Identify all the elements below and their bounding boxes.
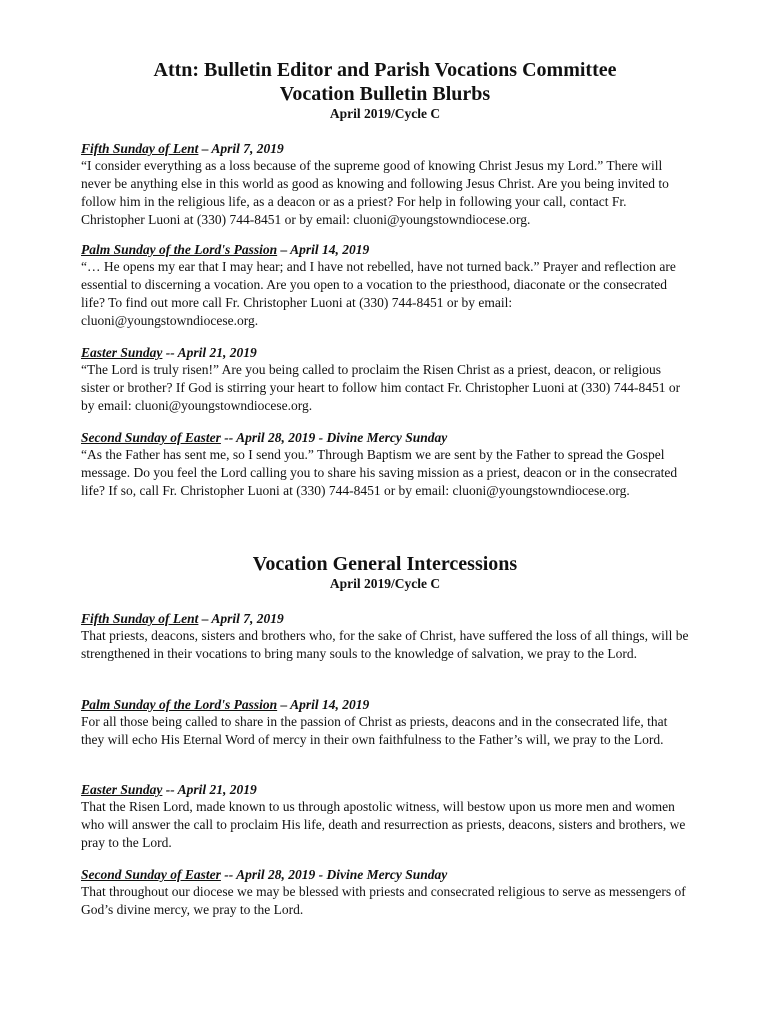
entry-text: “I consider everything as a loss because of the supreme good of knowing Christ Jesus my Lord.” There will never be anything else in this world as good as knowing and following Jesus Christ. Are you being invited to follow him in the religious life, as a deacon or as a priest? For help in following your call, contact Fr. Christopher Luoni at (330) 744-8451 or by email: cluoni@youngstowndiocese.org. [81, 158, 669, 227]
entry-date: – April 7, 2019 [198, 141, 284, 156]
entry-date: -- April 28, 2019 - Divine Mercy Sunday [220, 867, 448, 882]
entry-day: Second Sunday of Easter [81, 867, 221, 882]
intercessions-heading: Vocation General Intercessions [252, 553, 518, 575]
entry-heading [81, 696, 691, 713]
entry-date: -- April 28, 2019 - Divine Mercy Sunday [220, 430, 448, 445]
blurbs-heading: Vocation Bulletin Blurbs [279, 83, 491, 105]
blurb-entry [81, 429, 691, 500]
entry-heading [81, 140, 691, 157]
entry-day: Fifth Sunday of Lent [81, 611, 199, 626]
blurb-entry [81, 241, 691, 330]
entry-day: Fifth Sunday of Lent [81, 141, 199, 156]
entry-text: For all those being called to share in the passion of Christ as priests, deacons and in the consecrated life, that they will echo His Eternal Word of mercy in their own faithfulness to the Father’s will, we pray to the Lord. [81, 714, 668, 747]
intercession-entry [81, 781, 691, 852]
intercession-entry [81, 610, 691, 663]
entry-heading [81, 781, 691, 798]
blurb-entry [81, 344, 691, 415]
entry-day: Easter Sunday [81, 782, 163, 797]
blurbs-cycle: April 2019/Cycle C [329, 106, 441, 121]
intercessions-cycle: April 2019/Cycle C [329, 576, 441, 591]
entry-day: Easter Sunday [81, 345, 163, 360]
blurb-entry [81, 140, 691, 229]
entry-day: Palm Sunday of the Lord's Passion [81, 242, 278, 257]
entry-text: “… He opens my ear that I may hear; and I have not rebelled, have not turned back.” Prayer and reflection are essential to discerning a vocation. Are you open to a vocation to the priesthood, diaconate or the consecrated life? To find out more call Fr. Christopher Luoni at (330) 744-8451 or by email: cluoni@youngstowndiocese.org. [81, 259, 676, 328]
entry-heading [81, 610, 691, 627]
entry-date: – April 14, 2019 [277, 242, 370, 257]
entry-text: That throughout our diocese we may be blessed with priests and consecrated religious to serve as messengers of God’s divine mercy, we pray to the Lord. [81, 884, 686, 917]
entry-date: – April 14, 2019 [277, 697, 370, 712]
entry-heading [81, 429, 691, 446]
entry-heading [81, 344, 691, 361]
entry-day: Palm Sunday of the Lord's Passion [81, 697, 278, 712]
entry-text: That the Risen Lord, made known to us through apostolic witness, will bestow upon us more men and women who will answer the call to proclaim His life, death and resurrection as priests, deacons, sisters and brothers, we pray to the Lord. [81, 799, 686, 850]
intercession-entry [81, 696, 691, 749]
entry-text: That priests, deacons, sisters and brothers who, for the sake of Christ, have suffered the loss of all things, will be strengthened in their vocations to bring many souls to the knowledge of salvation, we pray to the Lord. [81, 628, 689, 661]
entry-date: -- April 21, 2019 [162, 345, 257, 360]
entry-heading [81, 241, 691, 258]
entry-text: “As the Father has sent me, so I send you.” Through Baptism we are sent by the Father to spread the Gospel message. Do you feel the Lord calling you to share his saving mission as a priest, deacon or in the consecrated life? If so, call Fr. Christopher Luoni at (330) 744-8451 or by email: cluoni@youngstowndiocese.org. [81, 447, 678, 498]
entry-text: “The Lord is truly risen!” Are you being called to proclaim the Risen Christ as a priest, deacon, or religious sister or brother? If God is stirring your heart to follow him contact Fr. Christopher Luoni at (330) 744-8451 or by email: cluoni@youngstowndiocese.org. [81, 362, 681, 413]
entry-date: – April 7, 2019 [198, 611, 284, 626]
intercession-entry [81, 866, 691, 919]
page-title: Attn: Bulletin Editor and Parish Vocations Committee [153, 59, 617, 81]
entry-date: -- April 21, 2019 [162, 782, 257, 797]
entry-day: Second Sunday of Easter [81, 430, 221, 445]
entry-heading [81, 866, 691, 883]
